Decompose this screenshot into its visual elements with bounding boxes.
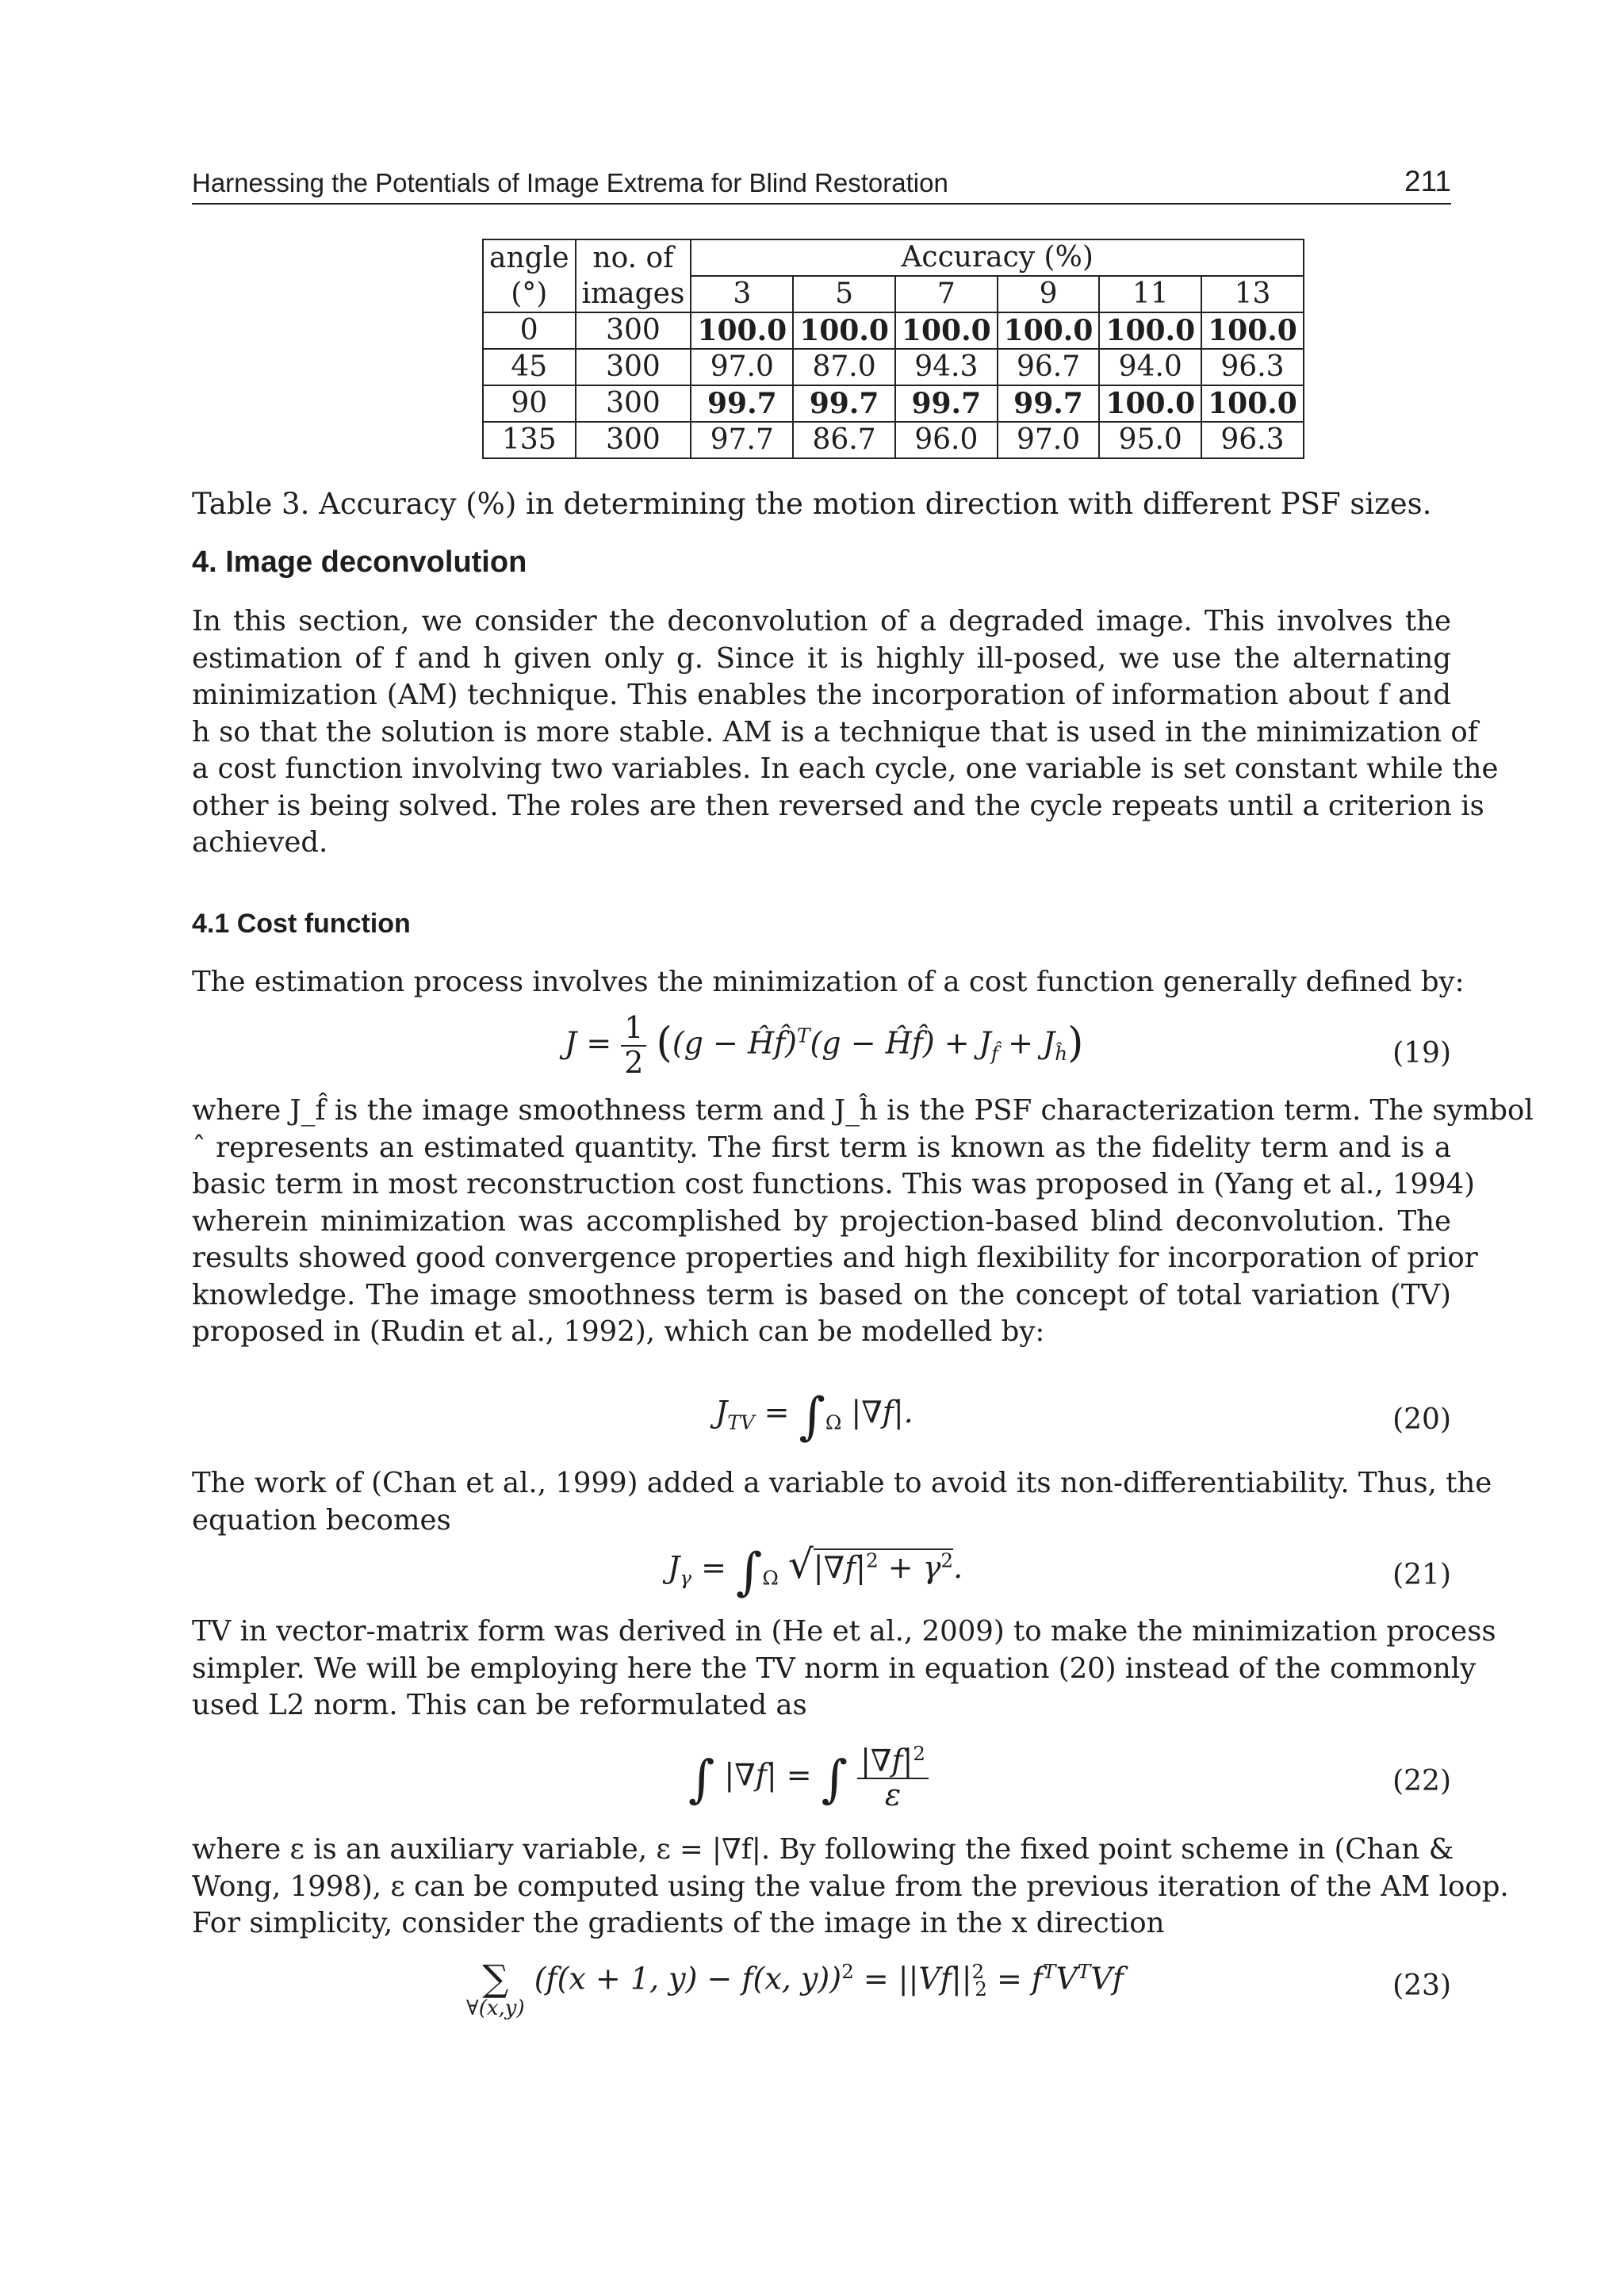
table-header-cell: 9: [998, 276, 1100, 312]
text-line: simpler. We will be employing here the TV norm in equation (20) instead of the commonly: [192, 1652, 1477, 1685]
table-cell: 97.7: [691, 422, 793, 458]
text-line: For simplicity, consider the gradients of the image in the x direction: [192, 1907, 1165, 1939]
table-cell: 100.0: [1201, 312, 1304, 349]
table-row: [483, 385, 1304, 422]
accuracy-table: [482, 239, 1304, 459]
table-cell: 99.7: [691, 385, 793, 422]
table-cell: 300: [576, 422, 691, 458]
text-line: knowledge. The image smoothness term is based on the concept of total variation (TV): [192, 1278, 1451, 1311]
table-cell: 300: [576, 312, 691, 349]
table-header-cell: no. of: [576, 239, 691, 276]
text-line: estimation of f and h given only g. Since it is highly ill-posed, we use the alternating: [192, 641, 1451, 675]
text-line: ˆ represents an estimated quantity. The first term is known as the fidelity term and is a: [192, 1131, 1451, 1164]
table-header-cell: 3: [691, 276, 793, 312]
text-line: achieved.: [192, 826, 328, 859]
table-cell: 90: [483, 385, 576, 422]
table-cell: 45: [483, 349, 576, 385]
table-cell: 96.7: [998, 349, 1100, 385]
table-row: [483, 312, 1304, 349]
running-title: Harnessing the Potentials of Image Extrema for Blind Restoration: [192, 168, 948, 197]
equation-21: $J_\gamma = \int_\Omega$ $√|\nabla f|^2 + \gamma^2$.: [668, 1541, 963, 1602]
table-header-cell: 11: [1099, 276, 1201, 312]
table-cell: 96.3: [1201, 422, 1304, 458]
text-line: results showed good convergence properties and high flexibility for incorporation of prior: [192, 1242, 1478, 1274]
table-cell: 300: [576, 349, 691, 385]
table-cell: 300: [576, 385, 691, 422]
table-cell: 99.7: [998, 385, 1100, 422]
text-line: The estimation process involves the minimization of a cost function generally defined by:: [192, 966, 1465, 998]
table-cell: 87.0: [793, 349, 895, 385]
text-line: a cost function involving two variables. In each cycle, one variable is set constant while the: [192, 752, 1499, 785]
table-cell: 96.3: [1201, 349, 1304, 385]
table-cell: 100.0: [1099, 385, 1201, 422]
table-cell: 100.0: [998, 312, 1100, 349]
equation-22: ∫ |∇f| = ∫ $\frac{|\nabla f|^2}{\varepsilon}$: [688, 1743, 929, 1813]
table-cell: 0: [483, 312, 576, 349]
table-header-cell: angle: [483, 239, 576, 276]
equation-23: ∑ ∀(x,y) (f(x + 1, y) − f(x, $y))^2 = ||Vf||^2_2 = f^TV^TVf$: [466, 1957, 1124, 2020]
text-line: TV in vector-matrix form was derived in (He et al., 2009) to make the minimization process: [192, 1615, 1496, 1648]
table-header-row: [483, 239, 1304, 276]
equation-number: (23): [1392, 1970, 1451, 2002]
table-header-cell: 7: [895, 276, 998, 312]
table-cell: 100.0: [793, 312, 895, 349]
subsection-heading: 4.1 Cost function: [192, 909, 411, 939]
table-cell: 100.0: [1201, 385, 1304, 422]
text-line: proposed in (Rudin et al., 1992), which can be modelled by:: [192, 1315, 1045, 1348]
table-cell: 100.0: [895, 312, 998, 349]
table-cell: 94.3: [895, 349, 998, 385]
equation-20: $J_{TV} = \int_\Omega$ |∇f|.: [715, 1388, 914, 1446]
paragraph-epsilon: [192, 1832, 1509, 1943]
text-line: used L2 norm. This can be reformulated as: [192, 1689, 807, 1721]
equation-number: (20): [1392, 1403, 1451, 1436]
table-header-cell: (°): [483, 276, 576, 312]
text-line: Wong, 1998), ε can be computed using the value from the previous iteration of the AM loop.: [192, 1870, 1509, 1903]
table-cell: 96.0: [895, 422, 998, 458]
text-line: where J_f̂ is the image smoothness term and J_ĥ is the PSF characterization term. The symbol: [192, 1094, 1534, 1127]
paragraph-chan: [192, 1465, 1492, 1539]
text-line: where ε is an auxiliary variable, ε = |∇f|. By following the fixed point scheme in (Chan &: [192, 1833, 1454, 1866]
table-header-cell: 5: [793, 276, 895, 312]
text-line: minimization (AM) technique. This enables the incorporation of information about f and: [192, 679, 1451, 711]
equation-19: J = $\frac{1}{2}$ ((g − Ĥf̂)$^T$(g − Ĥf̂) + $J_{f̂} + J_ĥ$): [565, 1010, 1084, 1080]
text-line: equation becomes: [192, 1503, 451, 1537]
paragraph-cost-intro: [192, 964, 1465, 1001]
table-cell: 95.0: [1099, 422, 1201, 458]
equation-number: (21): [1392, 1559, 1451, 1591]
table-cell: 100.0: [691, 312, 793, 349]
paragraph-terms: [192, 1093, 1534, 1351]
table-caption: Table 3. Accuracy (%) in determining the motion direction with different PSF sizes.: [192, 487, 1432, 521]
table-cell: 97.0: [691, 349, 793, 385]
table-header-cell: 13: [1201, 276, 1304, 312]
text-line: basic term in most reconstruction cost functions. This was proposed in (Yang et al., 1994): [192, 1168, 1476, 1200]
equation-number: (19): [1392, 1037, 1451, 1070]
text-line: other is being solved. The roles are then reversed and the cycle repeats until a criterion is: [192, 789, 1484, 822]
table-header-cell: images: [576, 276, 691, 312]
paragraph-tv: [192, 1614, 1496, 1725]
table-cell: 100.0: [1099, 312, 1201, 349]
table-row: [483, 349, 1304, 385]
table-header-row: [483, 276, 1304, 312]
table-cell: 135: [483, 422, 576, 458]
table-cell: 94.0: [1099, 349, 1201, 385]
equation-number: (22): [1392, 1765, 1451, 1797]
text-line: The work of (Chan et al., 1999) added a variable to avoid its non-differentiability. Thus, the: [192, 1467, 1492, 1499]
page-number: 211: [1404, 165, 1451, 197]
paragraph-intro: [192, 603, 1499, 862]
table-header-cell: Accuracy (%): [691, 239, 1303, 276]
text-line: In this section, we consider the deconvolution of a degraded image. This involves the: [192, 605, 1451, 637]
table-cell: 99.7: [895, 385, 998, 422]
running-header: [192, 165, 1451, 205]
table-row: [483, 422, 1304, 458]
section-heading: 4. Image deconvolution: [192, 545, 527, 579]
table-cell: 86.7: [793, 422, 895, 458]
text-line: wherein minimization was accomplished by projection-based blind deconvolution. The: [192, 1204, 1451, 1238]
table-cell: 99.7: [793, 385, 895, 422]
table-cell: 97.0: [998, 422, 1100, 458]
text-line: h so that the solution is more stable. AM is a technique that is used in the minimization of: [192, 715, 1478, 748]
